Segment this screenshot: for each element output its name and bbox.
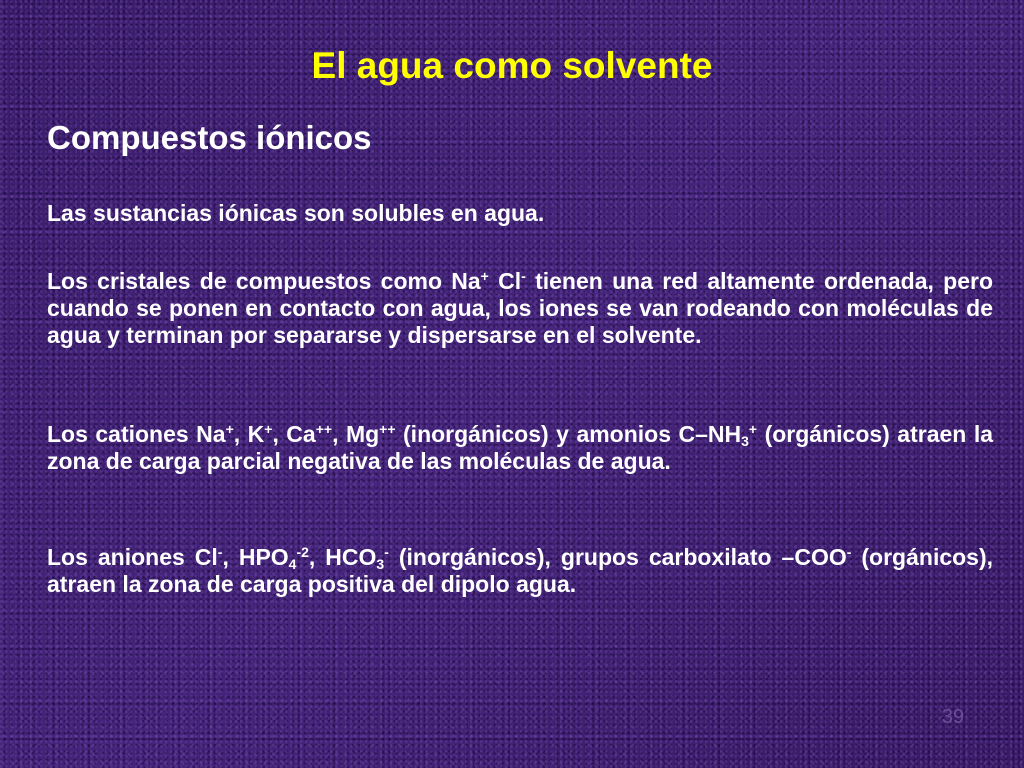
superscript: - (846, 544, 852, 560)
subscript: 3 (741, 433, 749, 449)
superscript: - (384, 544, 389, 560)
text-run: , Mg (332, 421, 380, 447)
text-run: (orgánicos), atraen la zona de carga positiva del dipolo agua. (47, 544, 994, 597)
superscript: ++ (379, 421, 396, 437)
subscript: 4 (288, 556, 297, 572)
superscript: + (480, 268, 489, 284)
text-run: , K (233, 421, 265, 447)
text-run: tienen una red altamente ordenada, pero cuando se ponen en contacto con agua, los iones se van rodeando con moléculas de agua y terminan por separarse y dispersarse en el solvente. (47, 268, 993, 348)
paragraph-anions (47, 544, 993, 598)
superscript: - (521, 268, 526, 284)
text-run: Cl (488, 268, 522, 294)
paragraph-solubility: Las sustancias iónicas son solubles en agua. (47, 200, 545, 226)
superscript: + (225, 421, 234, 437)
page-number: 39 (941, 706, 964, 728)
text-run: (orgánicos) atraen la zona de carga parcial negativa de las moléculas de agua. (47, 421, 994, 474)
text-run: , HCO (308, 544, 377, 570)
text-run: Los cristales de compuestos como Na (47, 268, 481, 294)
text-run: (inorgánicos) y amonios C–NH (395, 421, 742, 447)
text-run: Los cationes Na (47, 421, 226, 447)
text-run: , HPO (222, 544, 289, 570)
text-run: (inorgánicos), grupos carboxilato –COO (388, 544, 847, 570)
superscript: - (217, 544, 223, 560)
section-heading: Compuestos iónicos (47, 119, 372, 156)
paragraph-cations (47, 421, 993, 475)
slide-title: El agua como solvente (311, 45, 713, 86)
text-run: , Ca (272, 421, 316, 447)
superscript: + (748, 421, 758, 437)
paragraph-crystals (47, 268, 993, 349)
text-run: Los aniones Cl (47, 544, 218, 570)
superscript: ++ (315, 421, 333, 437)
superscript: -2 (296, 544, 309, 560)
subscript: 3 (376, 556, 385, 572)
superscript: + (264, 421, 273, 437)
